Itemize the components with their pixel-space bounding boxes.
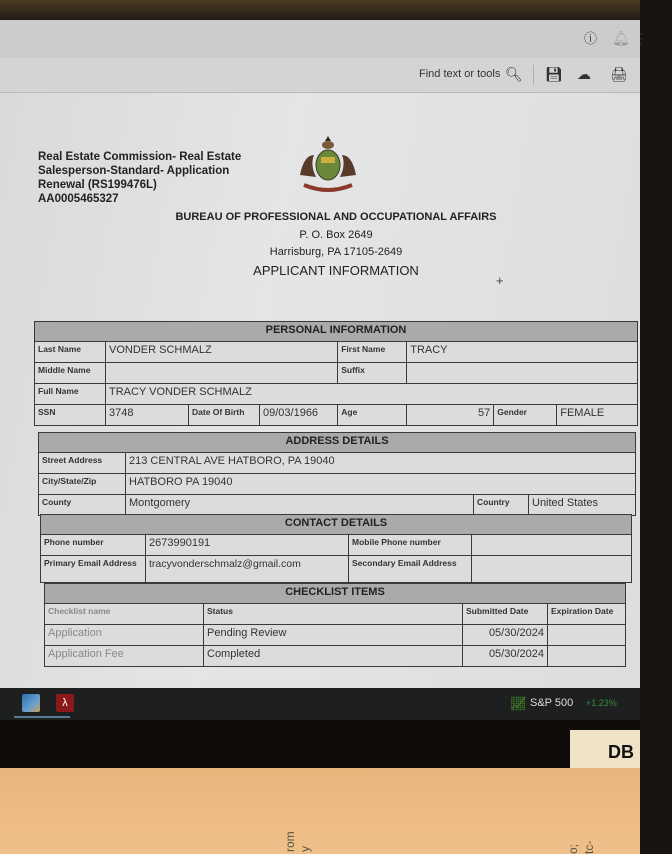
table-row (45, 646, 626, 667)
gender-value: FEMALE (557, 405, 637, 425)
header-line: Renewal (RS199476L) (38, 179, 157, 191)
checklist-name: Application (45, 625, 204, 646)
header-line: Salesperson-Standard- Application (38, 165, 230, 177)
age-value: 57 (407, 405, 494, 426)
paper-snippet: rom (283, 831, 297, 852)
address-details-table (38, 432, 636, 516)
phone-value: 2673990191 (146, 535, 349, 556)
county-label: County (39, 495, 126, 516)
header-line: Real Estate Commission- Real Estate (38, 151, 242, 163)
first-name-label: First Name (338, 342, 407, 363)
dob-label: Date Of Birth (189, 405, 260, 426)
outlook-icon[interactable] (22, 694, 40, 712)
suffix-value (407, 363, 638, 384)
last-name-label: Last Name (35, 342, 106, 363)
ticker-name[interactable]: S&P 500 (530, 697, 574, 709)
last-name-value: VONDER SCHMALZ (106, 342, 338, 363)
outlook-running-indicator (14, 716, 44, 718)
primary-email-value: tracyvonderschmalz@gmail.com (146, 556, 349, 583)
dob-value: 09/03/1966 (260, 405, 338, 426)
table-row (45, 625, 626, 646)
mobile-phone-label: Mobile Phone number (349, 535, 472, 556)
secondary-email-label: Secondary Email Address (349, 556, 472, 583)
acrobat-running-indicator (44, 716, 70, 718)
toolbar-divider (533, 65, 534, 85)
suffix-label: Suffix (338, 363, 407, 384)
upload-icon[interactable]: ☁︎ (577, 66, 591, 82)
bureau-name: BUREAU OF PROFESSIONAL AND OCCUPATIONAL AFFAIRS (175, 211, 497, 223)
street-address-value: 213 CENTRAL AVE HATBORO, PA 19040 (126, 453, 636, 474)
monitor-bezel-bottom (0, 720, 640, 768)
help-icon[interactable]: ⓘ (584, 31, 598, 46)
country-value: United States (529, 495, 636, 516)
checklist-name: Application Fee (45, 646, 204, 667)
print-icon[interactable]: 🖨︎ (610, 66, 628, 82)
po-box: P. O. Box 2649 (299, 229, 373, 241)
bell-icon[interactable]: 🔔︎ (612, 30, 630, 46)
checklist-status: Pending Review (204, 625, 463, 646)
page-title: APPLICANT INFORMATION (253, 263, 419, 278)
full-name-label: Full Name (35, 384, 106, 405)
more-icon[interactable]: ⋮ (634, 30, 648, 46)
acrobat-icon[interactable]: λ (56, 694, 74, 712)
gender-label: Gender (494, 405, 557, 425)
column-header: Status (204, 604, 463, 625)
city-state-zip-value: HATBORO PA 19040 (126, 474, 636, 495)
taskbar (0, 688, 640, 720)
pdf-page (0, 93, 640, 688)
application-header (38, 150, 241, 206)
monitor-bezel-top (0, 0, 640, 22)
crosshair-cursor-icon: + (496, 273, 504, 288)
personal-information-table (34, 321, 638, 426)
checklist-status: Completed (204, 646, 463, 667)
secondary-email-value (472, 556, 632, 583)
mobile-phone-value (472, 535, 632, 556)
contact-details-table (40, 514, 632, 583)
column-header: Expiration Date (548, 604, 626, 625)
ticker-change: +1.23% (586, 698, 617, 708)
street-address-label: Street Address (39, 453, 126, 474)
primary-email-label: Primary Email Address (41, 556, 146, 583)
section-header: CHECKLIST ITEMS (45, 584, 626, 604)
find-text-or-tools[interactable]: Find text or tools (419, 68, 501, 80)
paper-snippet: tc- (582, 840, 596, 854)
column-header: Checklist name (45, 604, 204, 625)
save-icon[interactable]: 💾︎ (545, 66, 563, 82)
pennsylvania-seal-icon (292, 135, 364, 197)
ssn-label: SSN (35, 405, 106, 426)
paper-snippet: y (298, 846, 312, 852)
expiration-date (548, 646, 626, 667)
middle-name-value (106, 363, 338, 384)
desk-card (570, 730, 640, 770)
section-header: PERSONAL INFORMATION (35, 322, 638, 342)
pdf-toolbar (0, 58, 640, 93)
stock-chart-icon: 📈︎ (510, 696, 527, 711)
desk-surface (0, 768, 640, 854)
age-label: Age (338, 405, 407, 426)
city-state-zip-label: City/State/Zip (39, 474, 126, 495)
middle-name-label: Middle Name (35, 363, 106, 384)
app-topbar (0, 20, 648, 58)
city-address: Harrisburg, PA 17105-2649 (269, 246, 403, 258)
county-value: Montgomery (126, 495, 474, 516)
checklist-items-table (44, 583, 626, 667)
country-label: Country (474, 495, 529, 516)
phone-label: Phone number (41, 535, 146, 556)
section-header: ADDRESS DETAILS (39, 433, 636, 453)
submitted-date: 05/30/2024 (463, 646, 548, 667)
column-header: Submitted Date (463, 604, 548, 625)
card-text: DB (608, 742, 634, 762)
first-name-value: TRACY (407, 342, 638, 363)
full-name-value: TRACY VONDER SCHMALZ (106, 384, 638, 405)
screen (0, 20, 648, 688)
section-header: CONTACT DETAILS (41, 515, 632, 535)
expiration-date (548, 625, 626, 646)
submitted-date: 05/30/2024 (463, 625, 548, 646)
search-icon[interactable]: 🔍︎ (505, 66, 523, 82)
paper-snippet: o; (566, 843, 580, 854)
ssn-value: 3748 (106, 405, 189, 426)
header-line: AA0005465327 (38, 193, 119, 205)
